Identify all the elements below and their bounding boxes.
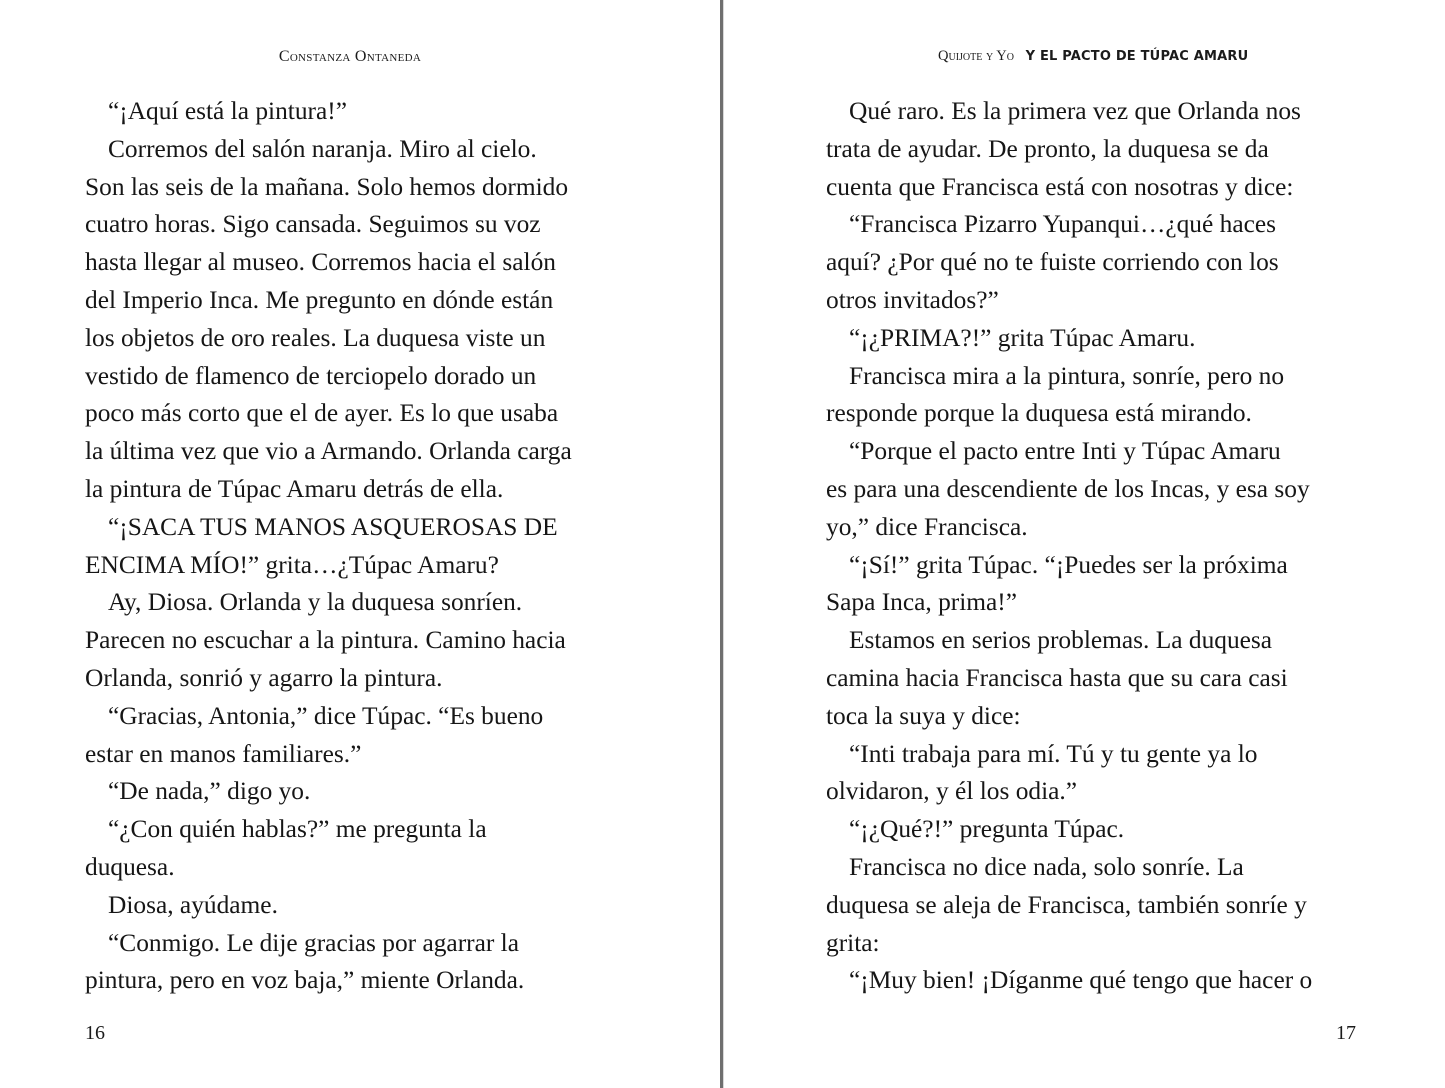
text-line: yo,” dice Francisca. bbox=[826, 512, 1028, 541]
text-line: Qué raro. Es la primera vez que Orlanda nos bbox=[849, 97, 1301, 125]
text-line: Ay, Diosa. Orlanda y la duquesa sonríen. bbox=[108, 588, 523, 617]
text-line: cuenta que Francisca está con nosotras y dice: bbox=[826, 172, 1294, 201]
text-line: los objetos de oro reales. La duquesa viste un bbox=[85, 323, 546, 352]
text-line: “¡Sí!” grita Túpac. “¡Puedes ser la próxima bbox=[849, 550, 1288, 579]
text-line: duquesa. bbox=[85, 852, 175, 881]
text-line: “Inti trabaja para mí. Tú y tu gente ya lo bbox=[849, 739, 1258, 768]
book-subtitle: Y EL PACTO DE TÚPAC AMARU bbox=[1025, 49, 1249, 64]
text-line: responde porque la duquesa está mirando. bbox=[826, 399, 1252, 428]
right-page-body bbox=[826, 93, 1386, 1000]
text-line: “Gracias, Antonia,” dice Túpac. “Es bueno bbox=[108, 701, 544, 730]
text-line: Corremos del salón naranja. Miro al cielo. bbox=[108, 134, 537, 163]
text-line: Estamos en serios problemas. La duquesa bbox=[849, 626, 1273, 655]
text-line: duquesa se aleja de Francisca, también sonríe y bbox=[826, 890, 1307, 919]
text-line: pintura, pero en voz baja,” miente Orlanda. bbox=[85, 966, 525, 995]
text-line: vestido de flamenco de terciopelo dorado un bbox=[85, 361, 537, 390]
text-line: camina hacia Francisca hasta que su cara casi bbox=[826, 663, 1288, 692]
text-line: del Imperio Inca. Me pregunto en dónde están bbox=[85, 285, 554, 314]
left-page bbox=[0, 0, 720, 1088]
text-line: “Porque el pacto entre Inti y Túpac Amaru bbox=[849, 437, 1281, 466]
text-line: hasta llegar al museo. Corremos hacia el salón bbox=[85, 248, 556, 277]
right-page bbox=[724, 0, 1445, 1088]
text-line: Diosa, ayúdame. bbox=[108, 890, 278, 919]
text-line: “¡Muy bien! ¡Díganme qué tengo que hacer o bbox=[849, 966, 1313, 995]
text-line: la pintura de Túpac Amaru detrás de ella. bbox=[85, 474, 504, 503]
text-line: estar en manos familiares.” bbox=[85, 739, 362, 768]
author-name: Constanza Ontaneda bbox=[278, 48, 422, 65]
text-line: “¿Con quién hablas?” me pregunta la bbox=[108, 815, 487, 844]
book-title: Quijote y Yo bbox=[938, 48, 1014, 64]
page-number-left: 16 bbox=[85, 1022, 105, 1044]
text-line: trata de ayudar. De pronto, la duquesa se da bbox=[826, 134, 1269, 163]
text-line: “¡Aquí está la pintura!” bbox=[108, 97, 347, 125]
text-line: Parecen no escuchar a la pintura. Camino hacia bbox=[85, 626, 566, 655]
text-line: “¡SACA TUS MANOS ASQUEROSAS DE bbox=[108, 512, 558, 541]
running-head-title bbox=[938, 48, 1248, 65]
text-line: “¡¿Qué?!” pregunta Túpac. bbox=[849, 815, 1125, 844]
text-line: “De nada,” digo yo. bbox=[108, 777, 311, 806]
text-line: olvidaron, y él los odia.” bbox=[826, 777, 1078, 806]
text-line: Orlanda, sonrió y agarro la pintura. bbox=[85, 663, 443, 692]
running-head-author bbox=[0, 48, 700, 66]
page-number-right: 17 bbox=[1336, 1022, 1356, 1044]
text-line: Francisca no dice nada, solo sonríe. La bbox=[849, 852, 1244, 881]
text-line: otros invitados?” bbox=[826, 285, 999, 314]
text-line: cuatro horas. Sigo cansada. Seguimos su voz bbox=[85, 210, 541, 239]
text-line: es para una descendiente de los Incas, y esa soy bbox=[826, 474, 1310, 503]
text-line: Sapa Inca, prima!” bbox=[826, 588, 1018, 617]
text-line: grita: bbox=[826, 928, 880, 957]
text-line: aquí? ¿Por qué no te fuiste corriendo con los bbox=[826, 248, 1279, 277]
text-line: “Conmigo. Le dije gracias por agarrar la bbox=[108, 928, 520, 957]
text-line: Francisca mira a la pintura, sonríe, pero no bbox=[849, 361, 1285, 390]
text-line: poco más corto que el de ayer. Es lo que usaba bbox=[85, 399, 559, 428]
text-line: “¡¿PRIMA?!” grita Túpac Amaru. bbox=[849, 323, 1196, 352]
text-line: “Francisca Pizarro Yupanqui…¿qué haces bbox=[849, 210, 1277, 239]
text-line: la última vez que vio a Armando. Orlanda carga bbox=[85, 437, 572, 466]
text-line: ENCIMA MÍO!” grita…¿Túpac Amaru? bbox=[85, 550, 499, 579]
left-page-body bbox=[85, 93, 645, 1000]
text-line: Son las seis de la mañana. Solo hemos dormido bbox=[85, 172, 569, 201]
text-line: toca la suya y dice: bbox=[826, 701, 1021, 730]
